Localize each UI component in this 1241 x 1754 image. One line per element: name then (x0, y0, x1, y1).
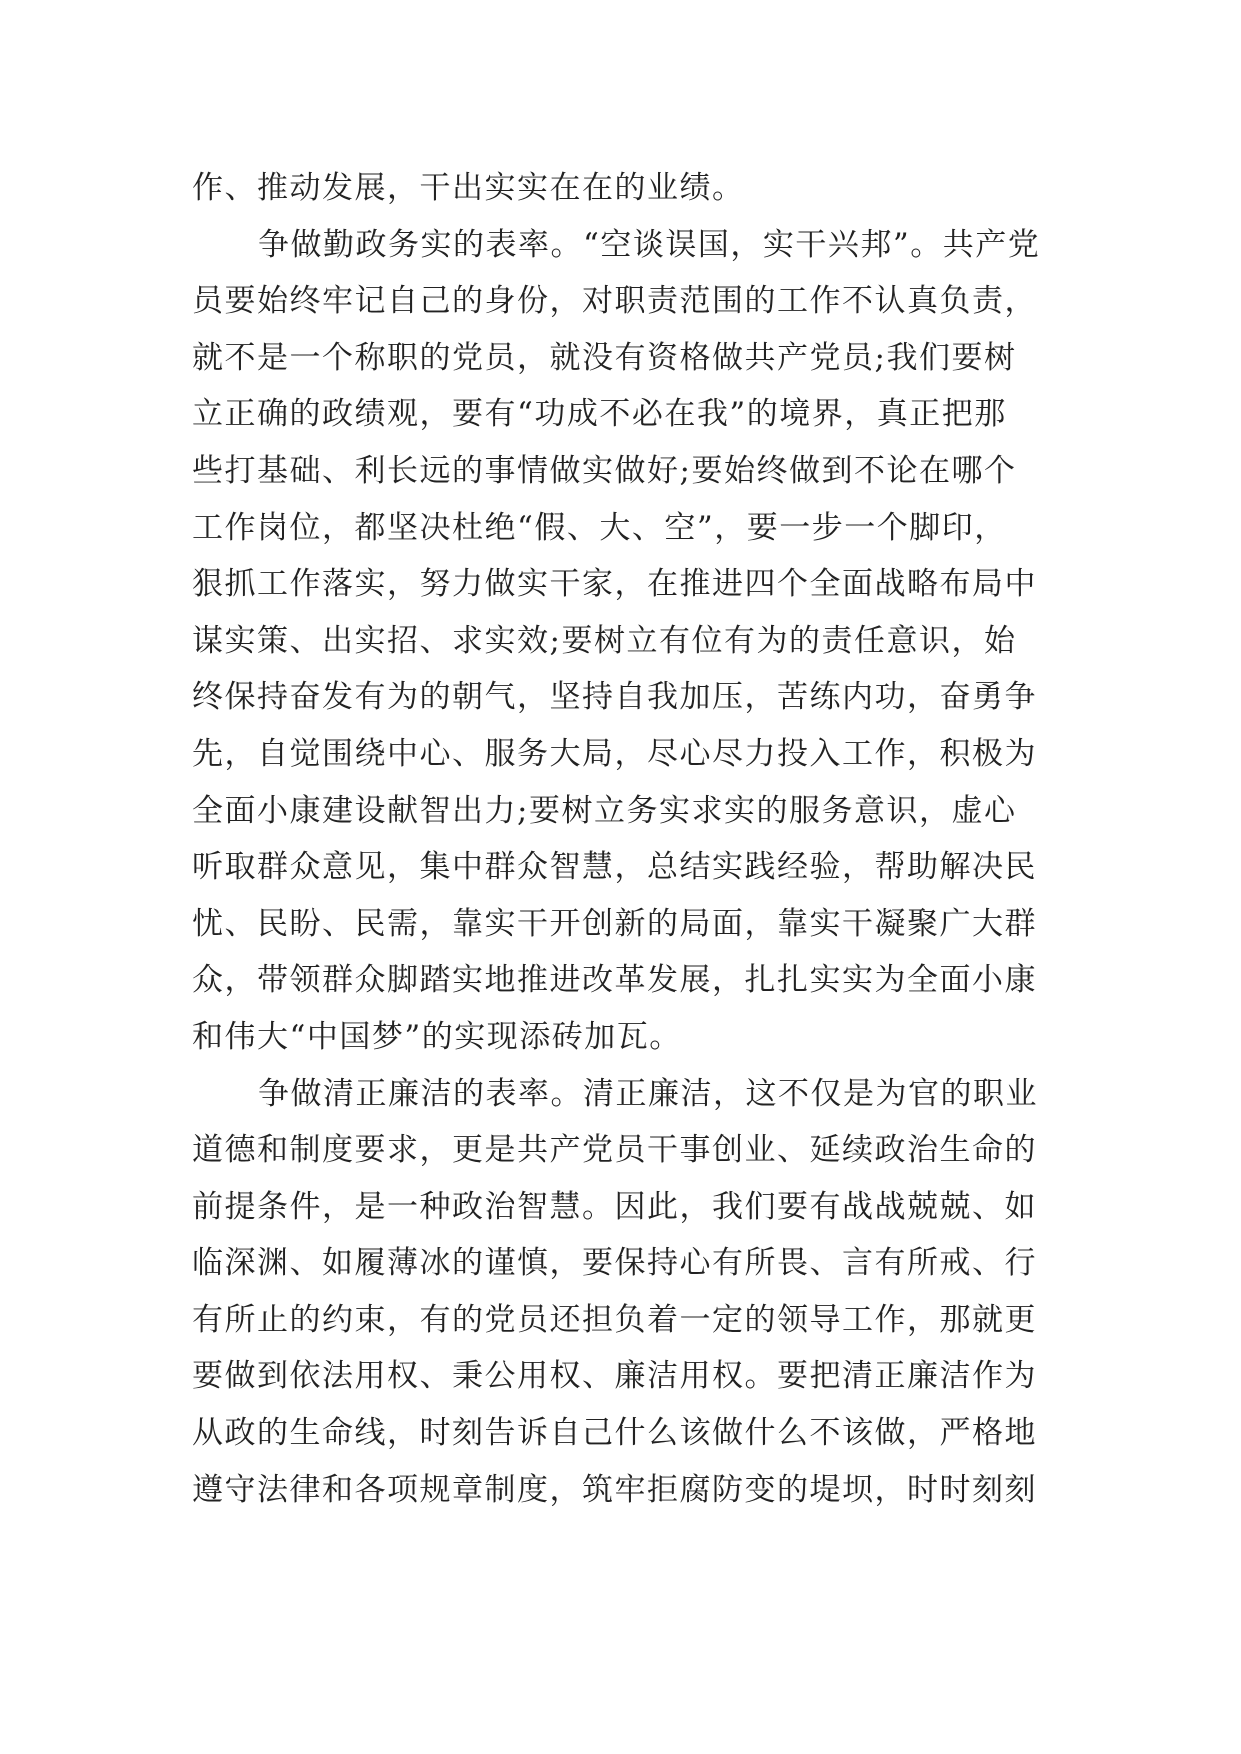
text-line: 狠抓工作落实，努力做实干家，在推进四个全面战略布局中 (192, 566, 1037, 603)
text-line: 要做到依法用权、秉公用权、廉洁用权。要把清正廉洁作为 (192, 1358, 1037, 1395)
text-line: 和伟大“中国梦”的实现添砖加瓦。 (192, 1018, 682, 1055)
text-line: 从政的生命线，时刻告诉自己什么该做什么不该做，严格地 (192, 1415, 1037, 1452)
paragraph-start-line: 争做清正廉洁的表率。清正廉洁，这不仅是为官的职业 (258, 1075, 1038, 1112)
text-line: 立正确的政绩观，要有“功成不必在我”的境界，真正把那 (192, 396, 1007, 433)
text-line: 工作岗位，都坚决杜绝“假、大、空”，要一步一个脚印， (192, 509, 1007, 546)
text-line: 先，自觉围绕中心、服务大局，尽心尽力投入工作，积极为 (192, 735, 1037, 772)
text-line: 就不是一个称职的党员，就没有资格做共产党员;我们要树 (192, 339, 1017, 376)
text-line: 全面小康建设献智出力;要树立务实求实的服务意识，虚心 (192, 792, 1017, 829)
text-line: 众，带领群众脚踏实地推进改革发展，扎扎实实为全面小康 (192, 962, 1037, 999)
text-line: 终保持奋发有为的朝气，坚持自我加压，苦练内功，奋勇争 (192, 679, 1037, 716)
text-line: 前提条件，是一种政治智慧。因此，我们要有战战兢兢、如 (192, 1188, 1037, 1225)
text-line: 道德和制度要求，更是共产党员干事创业、延续政治生命的 (192, 1132, 1037, 1169)
text-line: 遵守法律和各项规章制度，筑牢拒腐防变的堤坝，时时刻刻 (192, 1471, 1037, 1508)
text-line: 忧、民盼、民需，靠实干开创新的局面，靠实干凝聚广大群 (192, 905, 1037, 942)
body-text (192, 160, 1062, 1518)
text-line: 作、推动发展，干出实实在在的业绩。 (192, 170, 745, 206)
text-line: 些打基础、利长远的事情做实做好;要始终做到不论在哪个 (192, 452, 1017, 489)
text-line: 员要始终牢记自己的身份，对职责范围的工作不认真负责， (192, 283, 1037, 320)
text-line: 临深渊、如履薄冰的谨慎，要保持心有所畏、言有所戒、行 (192, 1245, 1037, 1282)
text-line: 谋实策、出实招、求实效;要树立有位有为的责任意识，始 (192, 622, 1017, 659)
paragraph-start-line: 争做勤政务实的表率。“空谈误国，实干兴邦”。共产党 (258, 226, 1041, 263)
text-line: 有所止的约束，有的党员还担负着一定的领导工作，那就更 (192, 1301, 1037, 1338)
text-line: 听取群众意见，集中群众智慧，总结实践经验，帮助解决民 (192, 849, 1037, 886)
